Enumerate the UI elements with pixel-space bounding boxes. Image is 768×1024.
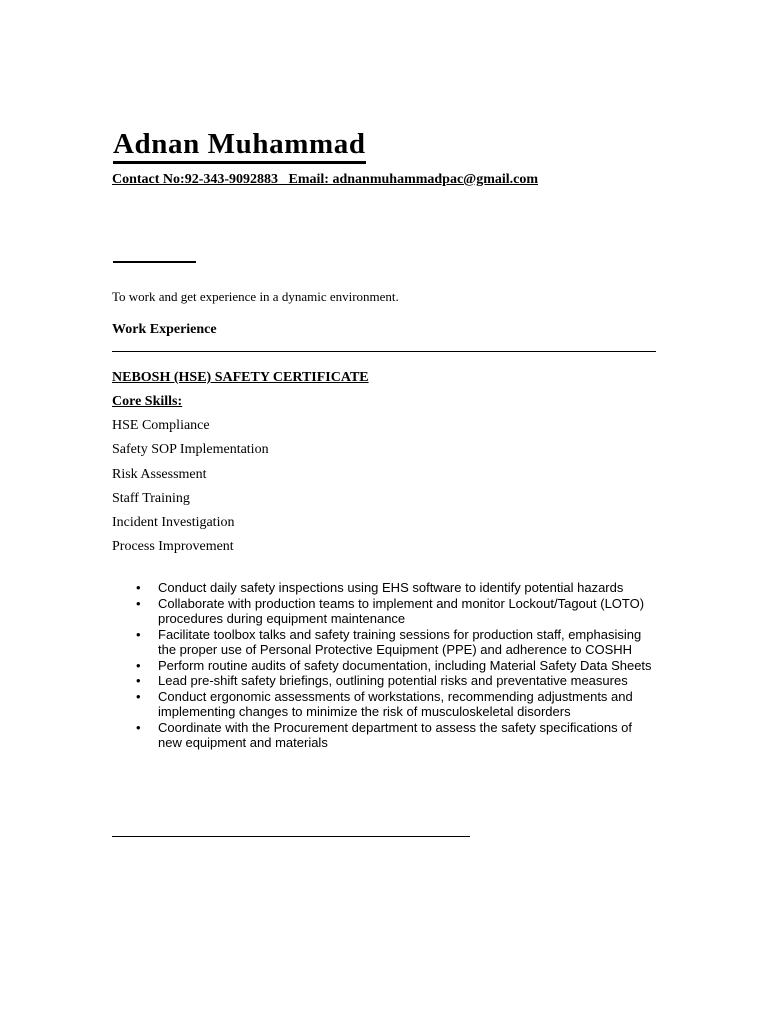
duties-list bbox=[112, 580, 652, 751]
duty-item bbox=[112, 689, 652, 720]
bullet-icon: • bbox=[136, 657, 141, 673]
duty-text: Perform routine audits of safety documentation, including Material Safety Data Sheets bbox=[158, 657, 652, 673]
section-divider-bottom bbox=[112, 836, 470, 837]
duty-text: Coordinate with the Procurement department to assess the safety specifications of new equipment and materials bbox=[158, 719, 633, 750]
duty-item bbox=[112, 596, 652, 627]
duty-item bbox=[112, 720, 652, 751]
skill-item: Staff Training bbox=[112, 490, 190, 506]
candidate-name: Adnan Muhammad bbox=[113, 128, 366, 164]
duty-item bbox=[112, 627, 652, 658]
certificate-title: NEBOSH (HSE) SAFETY CERTIFICATE bbox=[112, 370, 369, 385]
section-divider-long bbox=[112, 351, 656, 352]
bullet-icon: • bbox=[136, 719, 141, 735]
duty-text: Conduct ergonomic assessments of workstations, recommending adjustments and implementing changes to minimize the risk of musculoskeletal disorders bbox=[158, 688, 633, 719]
core-skills-list bbox=[112, 417, 269, 563]
bullet-icon: • bbox=[136, 626, 141, 642]
core-skills-heading: Core Skills: bbox=[112, 394, 183, 409]
skill-item: Process Improvement bbox=[112, 539, 234, 555]
duty-item bbox=[112, 658, 652, 674]
duty-item bbox=[112, 580, 652, 596]
bullet-icon: • bbox=[136, 673, 141, 688]
section-divider-short bbox=[113, 261, 196, 263]
skill-item: Safety SOP Implementation bbox=[112, 442, 269, 458]
contact-line: Contact No:92-343-9092883 Email: adnanmuhammadpac@gmail.com bbox=[112, 172, 539, 187]
skill-item: HSE Compliance bbox=[112, 418, 210, 433]
work-experience-heading: Work Experience bbox=[112, 322, 217, 337]
skill-item: Incident Investigation bbox=[112, 515, 235, 531]
duty-item bbox=[112, 673, 652, 689]
duty-text: Collaborate with production teams to implement and monitor Lockout/Tagout (LOTO) procedures during equipment maintenance bbox=[158, 595, 645, 626]
duty-text: Conduct daily safety inspections using EHS software to identify potential hazards bbox=[158, 580, 624, 595]
duty-text: Lead pre-shift safety briefings, outlining potential risks and preventative measures bbox=[158, 673, 628, 688]
bullet-icon: • bbox=[136, 580, 141, 595]
bullet-icon: • bbox=[136, 688, 141, 704]
duty-text: Facilitate toolbox talks and safety training sessions for production staff, emphasising the proper use of Personal Protective Equipment (PPE) and adherence to COSHH bbox=[158, 626, 642, 657]
bullet-icon: • bbox=[136, 595, 141, 611]
skill-item: Risk Assessment bbox=[112, 466, 207, 482]
objective-text: To work and get experience in a dynamic environment. bbox=[112, 289, 399, 304]
